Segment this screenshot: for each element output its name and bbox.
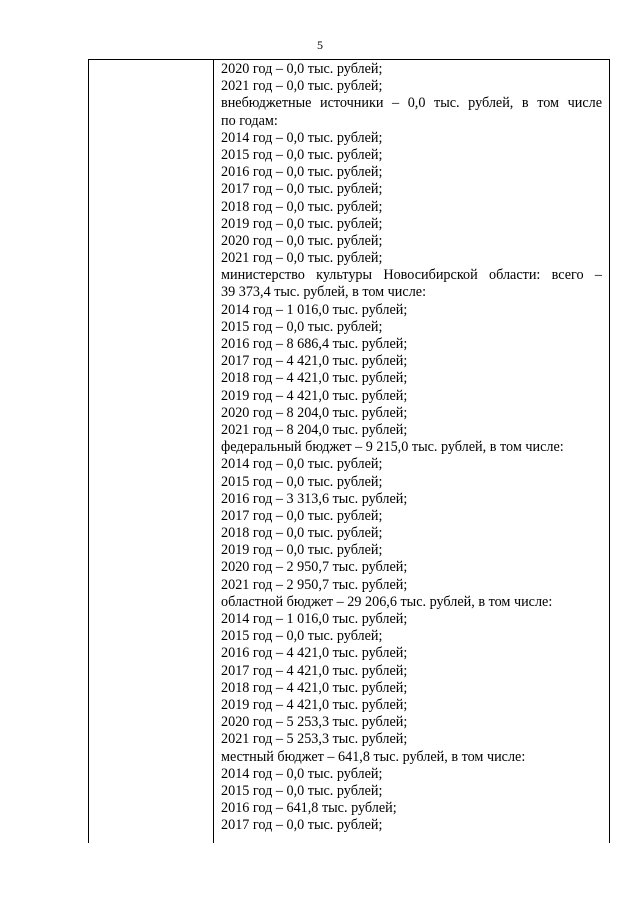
financing-line: 2014 год – 0,0 тыс. рублей; xyxy=(221,765,383,782)
financing-line: 2014 год – 0,0 тыс. рублей; xyxy=(221,456,383,473)
financing-line: 2018 год – 0,0 тыс. рублей; xyxy=(221,198,383,215)
table-right-cell xyxy=(214,60,609,843)
financing-line: 2017 год – 0,0 тыс. рублей; xyxy=(221,181,383,198)
financing-line: федеральный бюджет – 9 215,0 тыс. рублей, в том числе: xyxy=(221,439,564,456)
financing-line: 2016 год – 0,0 тыс. рублей; xyxy=(221,164,383,181)
financing-table xyxy=(88,59,610,843)
financing-line: по годам: xyxy=(221,112,278,129)
financing-line: министерство культуры Новосибирской области: всего – xyxy=(221,267,602,284)
financing-line: 2019 год – 4 421,0 тыс. рублей; xyxy=(221,387,408,404)
financing-line: 39 373,4 тыс. рублей, в том числе: xyxy=(221,284,427,301)
financing-line: 2014 год – 1 016,0 тыс. рублей; xyxy=(221,611,408,627)
financing-line: 2016 год – 641,8 тыс. рублей; xyxy=(221,800,397,817)
financing-line: 2020 год – 0,0 тыс. рублей; xyxy=(221,61,383,77)
financing-line: 2021 год – 2 950,7 тыс. рублей; xyxy=(221,576,408,593)
financing-line: 2014 год – 0,0 тыс. рублей; xyxy=(221,129,383,146)
financing-line: 2021 год – 5 253,3 тыс. рублей; xyxy=(221,731,408,748)
financing-line: 2014 год – 1 016,0 тыс. рублей; xyxy=(221,301,408,318)
financing-line: 2016 год – 4 421,0 тыс. рублей; xyxy=(221,645,408,662)
financing-line: 2018 год – 0,0 тыс. рублей; xyxy=(221,525,383,542)
financing-line: 2021 год – 0,0 тыс. рублей; xyxy=(221,250,383,267)
financing-line: 2020 год – 8 204,0 тыс. рублей; xyxy=(221,404,408,421)
financing-line: 2016 год – 3 313,6 тыс. рублей; xyxy=(221,490,408,507)
financing-line: 2020 год – 5 253,3 тыс. рублей; xyxy=(221,714,408,731)
financing-line: 2017 год – 4 421,0 тыс. рублей; xyxy=(221,662,408,679)
financing-line: 2021 год – 8 204,0 тыс. рублей; xyxy=(221,421,408,438)
financing-line: 2019 год – 0,0 тыс. рублей; xyxy=(221,542,383,559)
financing-line: 2015 год – 0,0 тыс. рублей; xyxy=(221,628,383,645)
financing-line: 2019 год – 0,0 тыс. рублей; xyxy=(221,215,383,232)
financing-line: 2020 год – 0,0 тыс. рублей; xyxy=(221,232,383,249)
financing-line: 2021 год – 0,0 тыс. рублей; xyxy=(221,78,383,95)
financing-line: 2020 год – 2 950,7 тыс. рублей; xyxy=(221,559,408,576)
financing-line: 2015 год – 0,0 тыс. рублей; xyxy=(221,146,383,163)
financing-line: внебюджетные источники – 0,0 тыс. рублей, в том числе xyxy=(221,95,602,112)
financing-line: 2017 год – 4 421,0 тыс. рублей; xyxy=(221,353,408,370)
financing-line: 2015 год – 0,0 тыс. рублей; xyxy=(221,318,383,335)
financing-line: 2015 год – 0,0 тыс. рублей; xyxy=(221,473,383,490)
financing-line: 2019 год – 4 421,0 тыс. рублей; xyxy=(221,696,408,713)
financing-line: 2017 год – 0,0 тыс. рублей; xyxy=(221,507,383,524)
financing-line: областной бюджет – 29 206,6 тыс. рублей, в том числе: xyxy=(221,593,553,610)
financing-line: 2016 год – 8 686,4 тыс. рублей; xyxy=(221,336,408,352)
financing-line: 2015 год – 0,0 тыс. рублей; xyxy=(221,782,383,799)
table-left-cell xyxy=(89,60,214,843)
page-number: 5 xyxy=(317,38,323,52)
financing-line: 2018 год – 4 421,0 тыс. рублей; xyxy=(221,370,408,387)
financing-line: 2018 год – 4 421,0 тыс. рублей; xyxy=(221,679,408,696)
financing-line: местный бюджет – 641,8 тыс. рублей, в том числе: xyxy=(221,748,526,765)
financing-line: 2017 год – 0,0 тыс. рублей; xyxy=(221,817,383,834)
